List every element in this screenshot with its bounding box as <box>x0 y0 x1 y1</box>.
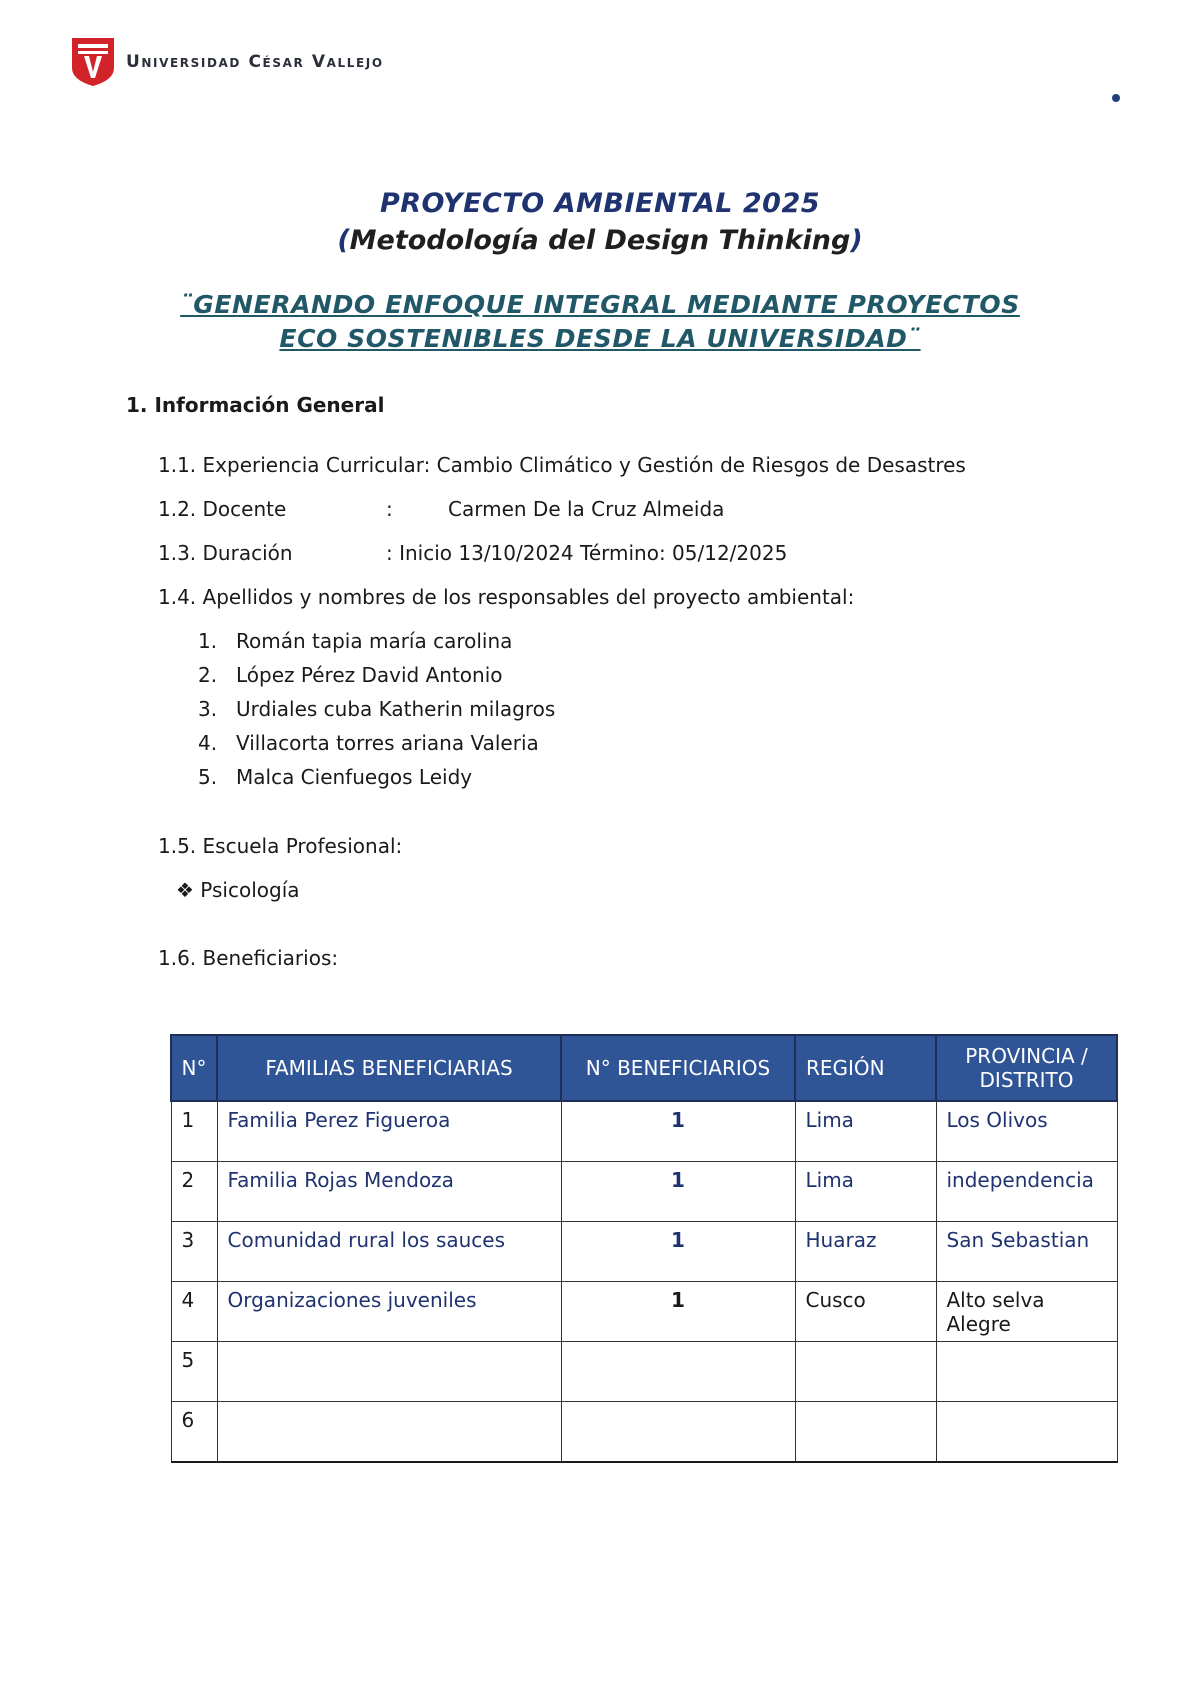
docente-line: 1.2. Docente : Carmen De la Cruz Almeida <box>158 497 725 521</box>
table-row: 4 Organizaciones juveniles 1 Cusco Alto selva Alegre <box>171 1282 1117 1342</box>
page-subtitle: (Metodología del Design Thinking) <box>337 225 863 256</box>
col-header-n: N° <box>171 1035 217 1101</box>
list-item: 4. Villacorta torres ariana Valeria <box>198 731 539 755</box>
project-slogan <box>0 288 1200 356</box>
slogan-line-1: ¨GENERANDO ENFOQUE INTEGRAL MEDIANTE PROYECTOS <box>180 290 1020 319</box>
col-header-familias: FAMILIAS BENEFICIARIAS <box>217 1035 561 1101</box>
escuela-label: 1.5. Escuela Profesional: <box>158 834 403 858</box>
page-title: PROYECTO AMBIENTAL 2025 <box>379 188 821 219</box>
ucv-shield-logo-icon <box>72 38 114 86</box>
col-header-region: REGIÓN <box>795 1035 936 1101</box>
escuela-item: ❖ Psicología <box>176 878 300 902</box>
university-name: Universidad César Vallejo <box>126 52 384 72</box>
slogan-line-2: ECO SOSTENIBLES DESDE LA UNIVERSIDAD¨ <box>279 324 921 353</box>
col-header-provincia: PROVINCIA / DISTRITO <box>936 1035 1117 1101</box>
list-item: 3. Urdiales cuba Katherin milagros <box>198 697 556 721</box>
list-item: 5. Malca Cienfuegos Leidy <box>198 765 473 789</box>
table-row: 5 <box>171 1342 1117 1402</box>
list-item: 1. Román tapia maría carolina <box>198 629 513 653</box>
table-header-row <box>171 1035 1117 1101</box>
duracion-line: 1.3. Duración : Inicio 13/10/2024 Término: 05/12/2025 <box>158 541 788 565</box>
beneficiarios-label: 1.6. Beneficiarios: <box>158 946 339 970</box>
responsables-list <box>198 629 555 799</box>
responsables-label: 1.4. Apellidos y nombres de los responsables del proyecto ambiental: <box>158 585 855 609</box>
university-logo <box>72 38 384 86</box>
experiencia-curricular: 1.1. Experiencia Curricular: Cambio Climático y Gestión de Riesgos de Desastres <box>158 453 966 477</box>
col-header-num-beneficiarios: N° BENEFICIARIOS <box>561 1035 795 1101</box>
table-row: 1 Familia Perez Figueroa 1 Lima Los Olivos <box>171 1101 1117 1162</box>
beneficiarios-table <box>170 1034 1118 1463</box>
table-row: 6 <box>171 1402 1117 1463</box>
docente-value: Carmen De la Cruz Almeida <box>448 497 725 521</box>
table-row: 2 Familia Rojas Mendoza 1 Lima independencia <box>171 1162 1117 1222</box>
decorative-dot <box>1112 94 1120 102</box>
diamond-bullet-icon: ❖ <box>176 878 194 902</box>
table-row: 3 Comunidad rural los sauces 1 Huaraz San Sebastian <box>171 1222 1117 1282</box>
section-heading: 1. Información General <box>126 393 385 417</box>
list-item: 2. López Pérez David Antonio <box>198 663 503 687</box>
duracion-value: : Inicio 13/10/2024 Término: 05/12/2025 <box>386 541 788 565</box>
